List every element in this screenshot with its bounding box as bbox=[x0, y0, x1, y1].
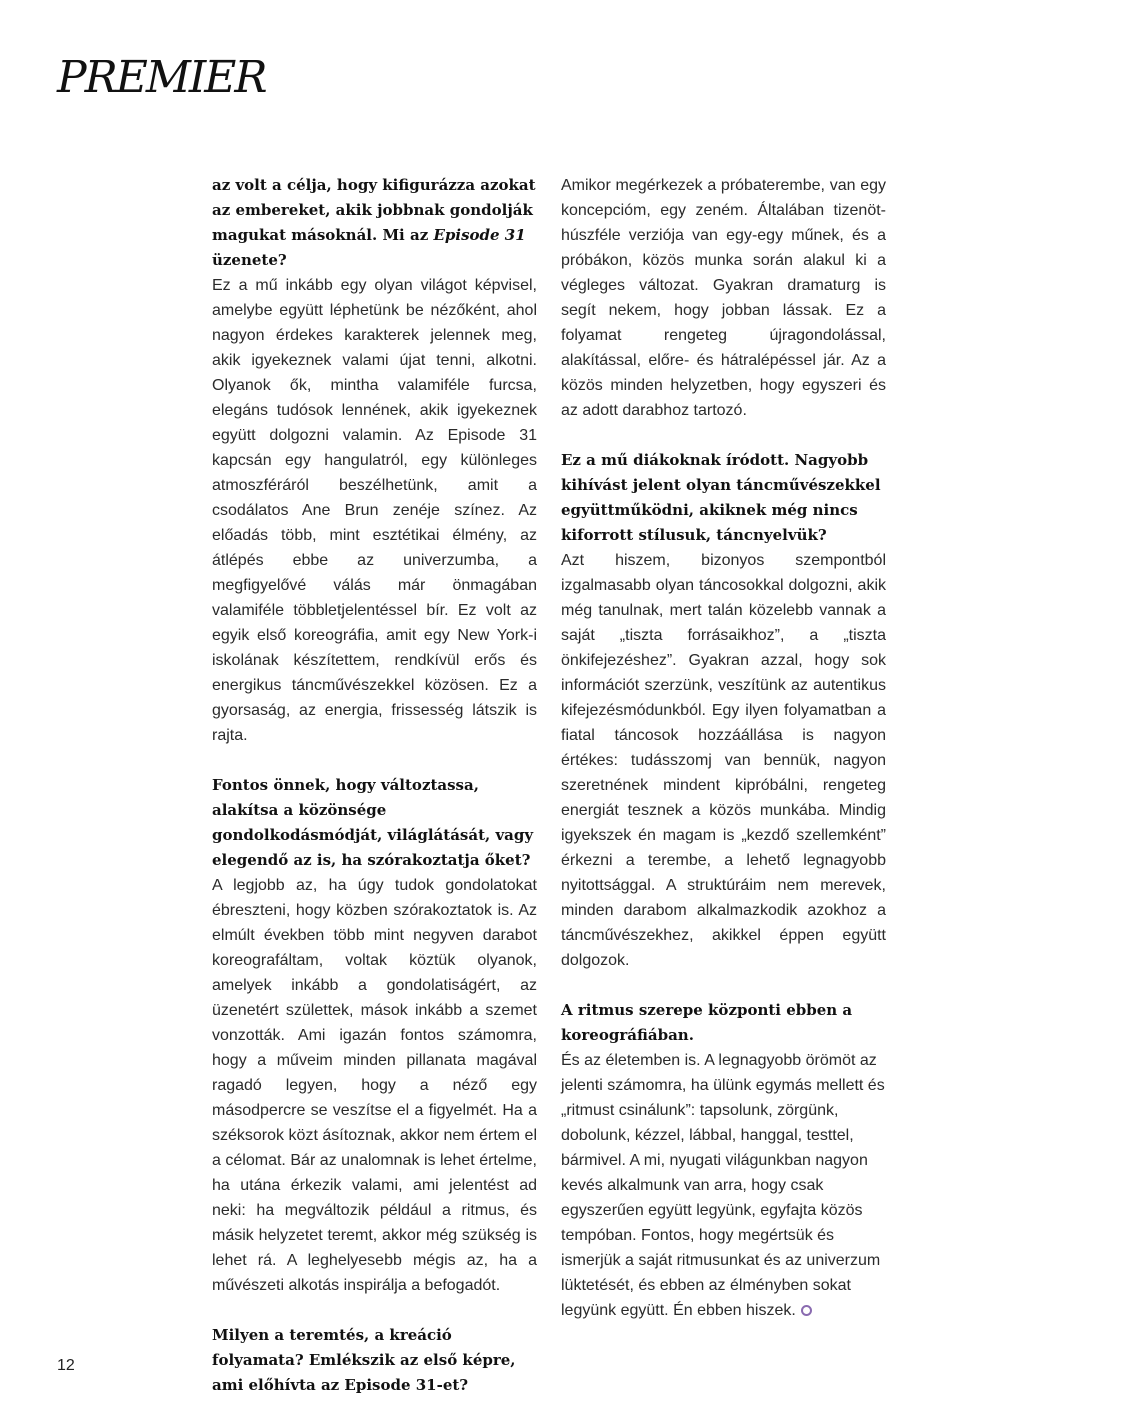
article-column-left bbox=[212, 173, 537, 1398]
interview-answer: Amikor megérkezek a próbaterembe, van egy koncepcióm, egy zeném. Általában tizenöt-húszféle verziója van egy-egy műnek, és a próbákon, közös munka során alakul ki a végleges változat. Gyakran dramaturg is segít nekem, hogy jobban lássak. Ez a folyamat rengeteg újragondolással, alakítással, előre- és hátralépéssel jár. Az a közös minden helyzetben, hogy egyszeri és az adott darabhoz tartozó. bbox=[561, 177, 886, 419]
page-number: 12 bbox=[57, 1357, 75, 1374]
answer-text: És az életemben is. A legnagyobb örömöt az jelenti számomra, ha ülünk egymás mellett és „ritmust csinálunk”: tapsolunk, zörgünk, dobolunk, kézzel, lábbal, hanggal, testtel, bármivel. A mi, nyugati világunkban nagyon kevés alkalmunk van arra, hogy csak egyszerűen együtt legyünk, egyfajta közös tempóban. Fontos, hogy megértsük és ismerjük a saját ritmusunkat és az univerzum lüktetését, és ebben az élményben sokat legyünk együtt. Én ebben hiszek. bbox=[561, 1052, 885, 1319]
article-column-right bbox=[561, 173, 886, 1323]
interview-question: Milyen a teremtés, a kreáció folyamata? Emlékszik az első képre, ami előhívta az Episode 31-et? bbox=[212, 1326, 516, 1394]
paragraph-gap bbox=[212, 748, 537, 773]
paragraph-gap bbox=[561, 423, 886, 448]
paragraph-gap bbox=[561, 973, 886, 998]
article-end-circle-icon bbox=[801, 1305, 812, 1316]
interview-question: Fontos önnek, hogy változtassa, alakítsa a közönsége gondolkodásmódját, világlátását, vagy elegendő az is, ha szórakoztatja őket? bbox=[212, 776, 534, 869]
interview-answer-final bbox=[561, 1048, 886, 1323]
interview-answer: A legjobb az, ha úgy tudok gondolatokat ébreszteni, hogy közben szórakoztatok is. Az elmúlt években több mint negyven darabot koreografáltam, voltak köztük olyanok, amelyek inkább a gondolatiságért, az üzenetért születtek, mások inkább a szemet vonzották. Ami igazán fontos számomra, hogy a műveim minden pillanata magával ragadó legyen, hogy a néző egy másodpercre se veszítse el a figyelmét. Ha a széksorok közt ásítoznak, akkor nem értem el a célomat. Bár az unalomnak is lehet értelme, ha utána érkezik valami, ami jelentést ad neki: ha megváltozik például a ritmus, és másik helyzetet teremt, akkor még szükség is lehet rá. A leghelyesebb mégis az, ha a művészeti alkotás inspirálja a befogadót. bbox=[212, 877, 537, 1294]
magazine-masthead: PREMIER bbox=[57, 52, 266, 103]
interview-question bbox=[212, 173, 537, 273]
paragraph-gap bbox=[212, 1298, 537, 1323]
interview-question: A ritmus szerepe központi ebben a koreográfiában. bbox=[561, 1001, 853, 1044]
interview-answer: Ez a mű inkább egy olyan világot képvisel, amelybe együtt léphetünk be nézőként, ahol nagyon érdekes karakterek jelennek meg, akik igyekeznek valami újat tenni, alkotni. Olyanok ők, mintha valamiféle furcsa, elegáns tudósok lennének, akik igyekeznek együtt dolgozni valamin. Az Episode 31 kapcsán egy hangulatról, egy különleges atmoszféráról beszélhetünk, amit a csodálatos Ane Brun zenéje színez. Az előadás több, mint esztétikai élmény, az átlépés ebbe az univerzumba, a megfigyelővé válás már önmagában valamiféle többletjelentéssel bír. Ez volt az egyik első koreográfia, amit egy New York-i iskolának készítettem, rendkívül erős és energikus táncművészekkel közösen. Ez a gyorsaság, az energia, frissesség látszik is rajta. bbox=[212, 277, 537, 744]
question-text: az volt a célja, hogy kifigurázza azokat az embereket, akik jobbnak gondolják magukat másoknál. Mi az bbox=[212, 176, 536, 244]
interview-answer: Azt hiszem, bizonyos szempontból izgalmasabb olyan táncosokkal dolgozni, akik még tanulnak, mert talán közelebb vannak a saját „tiszta forrásaikhoz”, a „tiszta önkifejezéshez”. Gyakran azzal, hogy sok információt szerzünk, veszítünk az autentikus kifejezésmódunkból. Egy ilyen folyamatban a fiatal táncosok hozzáállása is nagyon értékes: tudásszomj van bennük, nagyon szeretnének mindent kipróbálni, rengeteg energiát tesznek a közös munkába. Mindig igyekszek én magam is „kezdő szellemként” érkezni a terembe, a lehető legnagyobb nyitottsággal. A struktúráim nem merevek, minden darabom alkalmazkodik azokhoz a táncművészekhez, akikkel éppen együtt dolgozok. bbox=[561, 552, 886, 969]
work-title: Episode 31 bbox=[433, 226, 526, 244]
interview-question: Ez a mű diákoknak íródott. Nagyobb kihívást jelent olyan táncművészekkel együttműködni, akiknek még nincs kiforrott stílusuk, táncnyelvük? bbox=[561, 451, 881, 544]
question-text: üzenete? bbox=[212, 251, 287, 269]
